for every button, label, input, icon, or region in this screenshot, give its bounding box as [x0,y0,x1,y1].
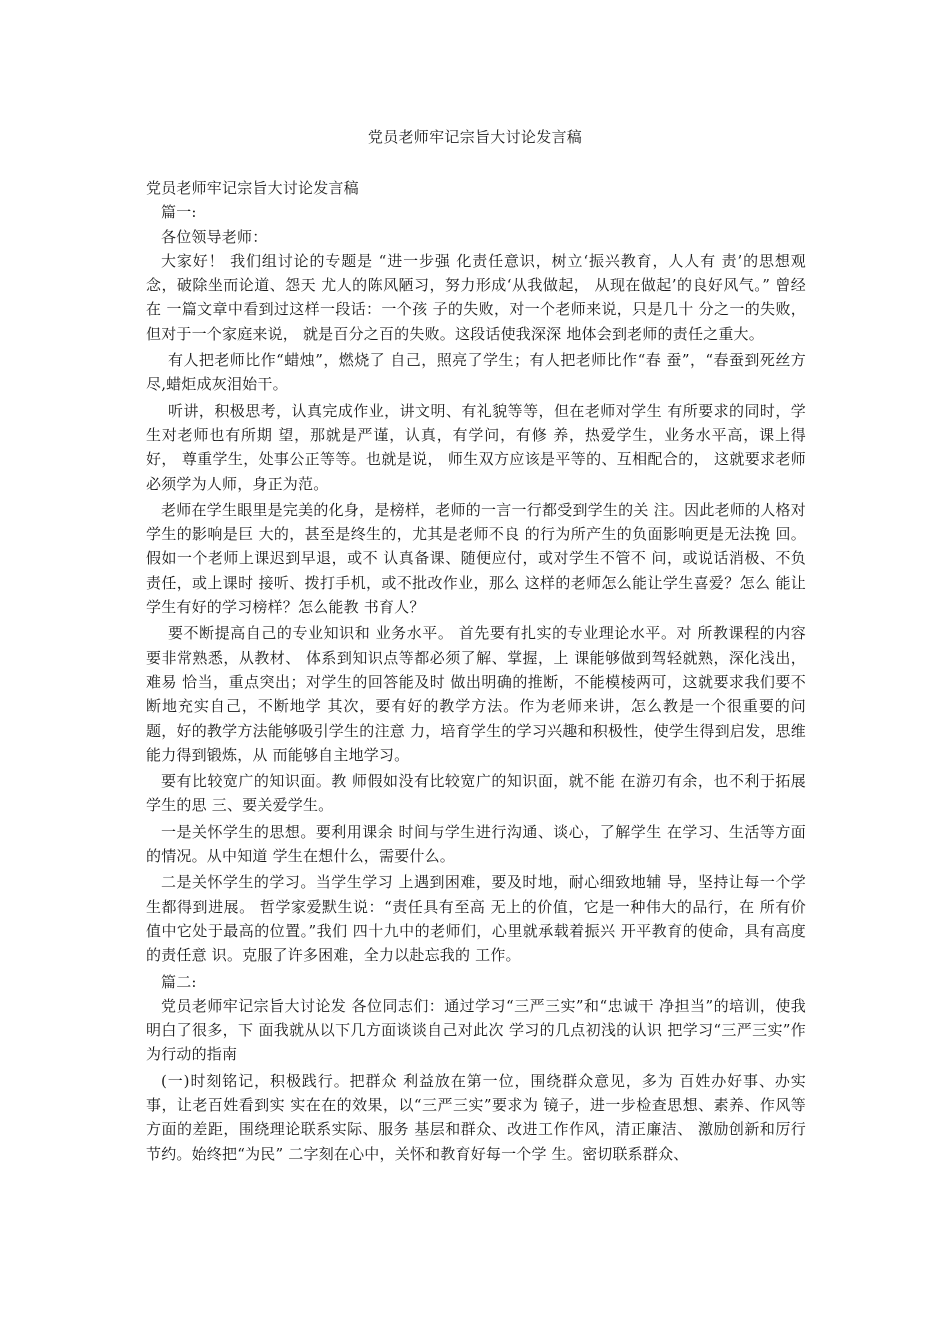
paragraph-5: 要不断提高自己的专业知识和 业务水平。 首先要有扎实的专业理论水平。对 所教课程的内容要非常熟悉，从教材、 体系到知识点等都必须了解、掌握，上 课能够做到驾轻就熟，深化浅出，难易 恰当，重点突出；对学生的回答能及时 做出明确的推断，不能模棱两可，这就要求我们要不断地充实自己，不断地学 其次，要有好的教学方法。作为老师来讲，怎么教是一个很重要的问 题，好的教学方法能够吸引学生的注意 力，培育学生的学习兴趣和积极性，使学生得到启发，思维能力得到锻炼，从 而能够自主地学习。 [146,624,806,764]
document-body [146,176,806,1166]
section-label-1: 篇一: [161,203,197,222]
section-label-2: 篇二: [161,972,197,991]
paragraph-8: 二是关怀学生的学习。当学生学习 上遇到困难，要及时地，耐心细致地辅 导，坚持让每一个学生都得到进展。 哲学家爱默生说：“责任具有至高 无上的价值，它是一种伟大的品行，在 所有价值中它处于最高的位置。”我们 四十九中的老师们，心里就承载着振兴 开平教育的使命，具有高度的责任意 识。克服了许多困难，全力以赴忘我的 工作。 [146,873,806,965]
paragraph-2: 有人把老师比作“蜡烛”，燃烧了 自己，照亮了学生；有人把老师比作“春 蚕”，“春蚕到死丝方尽,蜡炬成灰泪始干。 [146,351,806,394]
body-heading: 党员老师牢记宗旨大讨论发言稿 [146,179,359,197]
paragraph-1: 大家好！ 我们组讨论的专题是 “进一步强 化责任意识，树立‘振兴教育，人人有 责’的思想观念，破除坐而论道、怨天 尤人的陈风陋习，努力形成‘从我做起， 从现在做起’的良好风气。” 曾经在 一篇文章中看到过这样一段话：一个孩 子的失败，对一个老师来说，只是几十 分之一的失败，但对于一个家庭来说， 就是百分之百的失败。这段话使我深深 地体会到老师的责任之重大。 [146,251,806,343]
paragraph-10: (一)时刻铭记，积极践行。把群众 利益放在第一位，围绕群众意见，多为 百姓办好事、办实事，让老百姓看到实 实在在的效果，以“三严三实”要求为 镜子，进一步检查思想、素养、作风等 方面的差距，围绕理论联系实际、服务 基层和群众、改进工作作风，清正廉洁、 激励创新和厉行节约。始终把“为民” 二字刻在心中，关怀和教育好每一个学 生。密切联系群众、 [146,1071,806,1163]
paragraph-9: 党员老师牢记宗旨大讨论发 各位同志们：通过学习“三严三实”和“忠诚干 净担当”的培训，使我明白了很多，下 面我就从以下几方面谈谈自己对此次 学习的几点初浅的认识 把学习“三严三实”作为行动的指南 [146,996,806,1064]
paragraph-3: 听讲，积极思考，认真完成作业，讲文明、有礼貌等等，但在老师对学生 有所要求的同时，学生对老师也有所期 望，那就是严谨，认真，有学问，有修 养，热爱学生，业务水平高，课上得好， 尊重学生，处事公正等等。也就是说， 师生双方应该是平等的、互相配合的， 这就要求老师必须学为人师，身正为范。 [146,401,806,493]
paragraph-7: 一是关怀学生的思想。要利用课余 时间与学生进行沟通、谈心，了解学生 在学习、生活等方面的情况。从中知道 学生在想什么，需要什么。 [146,822,806,866]
paragraph-4: 老师在学生眼里是完美的化身，是榜样，老师的一言一行都受到学生的关 注。因此老师的人格对学生的影响是巨 大的，甚至是终生的，尤其是老师不良 的行为所产生的负面影响更是无法挽 回。假如一个老师上课迟到早退，或不 认真备课、随便应付，或对学生不管不 问，或说话消极、不负责任，或上课时 接听、拨打手机，或不批改作业，那么 这样的老师怎么能让学生喜爱？怎么 能让学生有好的学习榜样？怎么能教 书育人？ [146,500,806,617]
document-title: 党员老师牢记宗旨大讨论发言稿 [367,128,583,146]
salutation: 各位领导老师： [161,227,268,246]
paragraph-6: 要有比较宽广的知识面。教 师假如没有比较宽广的知识面，就不能 在游刃有余，也不利于拓展学生的思 三、要关爱学生。 [146,772,806,815]
